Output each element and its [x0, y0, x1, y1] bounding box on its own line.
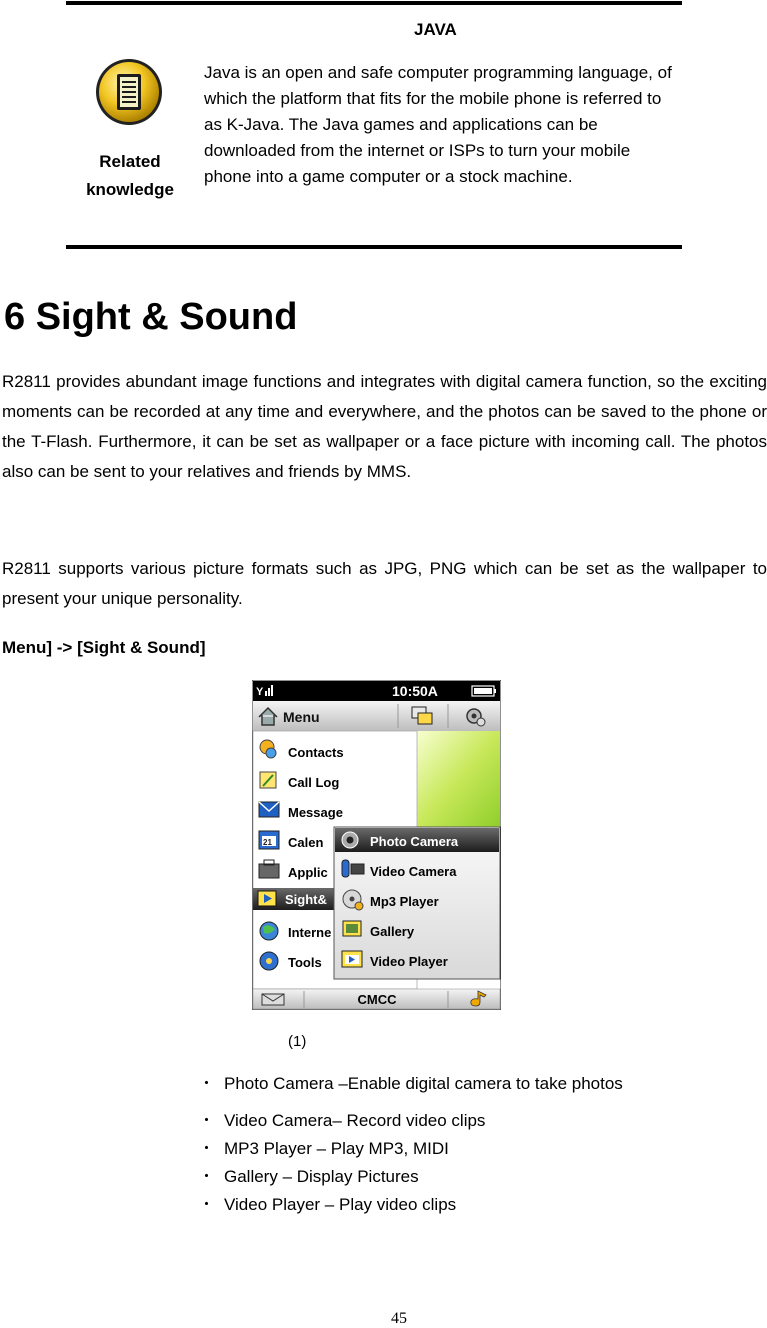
- feature-list: [196, 1070, 623, 1219]
- phone-screenshot: [252, 680, 501, 1010]
- status-time: 10:50A: [392, 683, 438, 699]
- softkey-center: CMCC: [357, 992, 397, 1007]
- wallpaper: [417, 731, 500, 827]
- menu-label: Call Log: [288, 775, 340, 790]
- submenu-label: Photo Camera: [370, 834, 459, 849]
- related-label-line2: knowledge: [86, 180, 174, 199]
- submenu-photo-camera-selected: [335, 828, 499, 852]
- list-item: [196, 1107, 623, 1135]
- list-item: [196, 1070, 623, 1098]
- section-title: 6 Sight & Sound: [4, 296, 298, 338]
- menu-label: Applic: [288, 865, 328, 880]
- formats-paragraph: R2811 supports various picture formats such as JPG, PNG which can be set as the wallpaper to present your unique personality.: [2, 559, 767, 608]
- intro-paragraph: R2811 provides abundant image functions and integrates with digital camera function, so the exciting moments can be recorded at any time and everywhere, and the photos can be saved to the phone or the T-Flash. Furthermore, it can be set as wallpaper or a face picture with incoming call. The photos also can be sent to your relatives and friends by MMS.: [2, 372, 767, 481]
- bullet-marker: ・: [198, 1195, 215, 1214]
- related-knowledge-label: [78, 148, 182, 204]
- box-title: JAVA: [414, 20, 457, 39]
- menu-label: Interne: [288, 925, 332, 940]
- list-item-text: Video Player – Play video clips: [224, 1195, 457, 1214]
- bullet-marker: ・: [198, 1111, 215, 1130]
- svg-text:21: 21: [263, 838, 272, 847]
- page-number: 45: [391, 1310, 407, 1327]
- menu-label: Message: [288, 805, 343, 820]
- submenu-label: Mp3 Player: [370, 894, 439, 909]
- menu-sight-sound-selected: [253, 888, 335, 910]
- back-envelope-icon: [262, 994, 284, 1005]
- bullet-marker: ・: [198, 1074, 215, 1093]
- submenu-video-player: [342, 951, 448, 969]
- status-bar: [253, 681, 500, 701]
- menu-label: Tools: [288, 955, 322, 970]
- notepad-tip-icon: [93, 56, 165, 128]
- related-label-line1: Related: [99, 152, 161, 171]
- box-top-rule: [66, 1, 682, 5]
- list-item: [196, 1135, 623, 1163]
- list-item-text: Gallery – Display Pictures: [224, 1167, 419, 1186]
- submenu-label: Gallery: [370, 924, 415, 939]
- menu-label: Sight&: [285, 892, 327, 907]
- list-item-text: Photo Camera –Enable digital camera to take photos: [224, 1074, 623, 1093]
- svg-text:Y: Y: [256, 686, 264, 698]
- bullet-marker: ・: [198, 1139, 215, 1158]
- menu-label: Calen: [288, 835, 324, 850]
- list-item-text: Video Camera– Record video clips: [224, 1111, 486, 1130]
- menu-message: [259, 802, 343, 820]
- list-item: [196, 1191, 623, 1219]
- java-description: Java is an open and safe computer programming language, of which the platform that fits for the mobile phone is referred to as K-Java. The Java games and applications can be downloaded from the internet or ISPs to turn your mobile phone into a game computer or a stock machine.: [204, 63, 672, 186]
- submenu-label: Video Player: [370, 954, 448, 969]
- figure-label: (1): [288, 1033, 307, 1050]
- menu-label: Contacts: [288, 745, 344, 760]
- menu-tools: [260, 952, 322, 970]
- menu-path: Menu] -> [Sight & Sound]: [2, 638, 206, 657]
- submenu-label: Video Camera: [370, 864, 457, 879]
- menu-call-log: [260, 772, 339, 790]
- list-item: [196, 1163, 623, 1191]
- box-bottom-rule: [66, 245, 682, 249]
- submenu-gallery: [343, 921, 415, 939]
- header-title: Menu: [283, 709, 320, 725]
- list-item-text: MP3 Player – Play MP3, MIDI: [224, 1139, 449, 1158]
- bullet-marker: ・: [198, 1167, 215, 1186]
- menu-internet: [260, 922, 331, 940]
